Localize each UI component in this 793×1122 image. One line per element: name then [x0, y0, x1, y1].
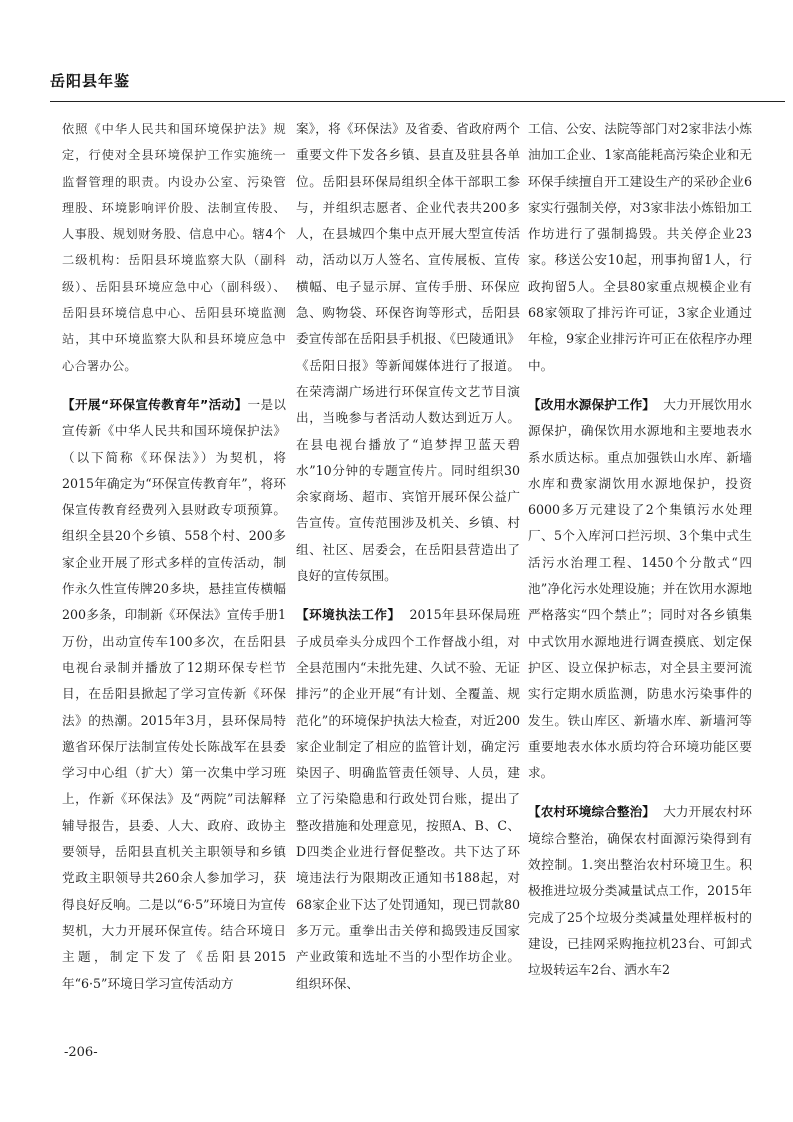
paragraph-enforcement-continued: 工信、公安、法院等部门对2家非法小炼油加工企业、1家高能耗高污染企业和无环保手续擅自开工建设生产的采砂企业6家实行强制关停，对3家非法小炼铅加工作坊进行了强制捣毁。共关停企业23家。移送公安10起，刑事拘留1人，行政拘留5人。全县80家重点规模企业有68家领取了排污许可证，3家企业通过年检，9家企业排污许可正在依程序办理中。	[528, 121, 752, 373]
paragraph-water-source-protection	[528, 392, 752, 786]
section-body-water-source-protection: 大力开展饮用水源保护，确保饮用水源地和主要地表水系水质达标。重点加强铁山水库、新墙水库和费家湖饮用水源地保护，投资6000多万元建设了2个集镇污水处理厂、5个入库河口拦污坝、3个集中式生活污水治理工程、1450个分散式“四池”净化污水处理设施；并在饮用水源地严格落实“四个禁止”；同时对各乡镇集中式饮用水源地进行调查摸底、划定保护区、设立保护标志，对全县主要河流实行定期水质监测，防患水污染事件的发生。铁山库区、新墙水库、新墙河等重要地表水体水质均符合环境功能区要求。	[528, 396, 753, 781]
bureau-intro-paragraph: 依照《中华人民共和国环境保护法》规定，行使对全县环境保护工作实施统一监督管理的职责。内设办公室、污染管理股、环境影响评价股、法制宣传股、人事股、规划财务股、信息中心。辖4个二级机构：岳阳县环境监察大队（副科级）、岳阳县环境应急中心（副科级）、岳阳县环境信息中心、岳阳县环境监测站，其中环境监察大队和县环境应急中心合署办公。	[62, 122, 286, 373]
page-number: -206-	[64, 1045, 98, 1060]
column-1	[62, 116, 286, 997]
section-body-env-education-year: 一是以宣传新《中华人民共和国环境保护法》（以下简称《环保法》）为契机，将2015年确定为“环保宣传教育年”，将环保宣传教育经费列入县财政专项预算。组织全县20个乡镇、558个村、200多家企业开展了形式多样的宣传活动，制作永久性宣传牌20多块，悬挂宣传横幅200多条，印制新《环保法》宣传手册1万份，出动宣传车100多次，在岳阳县电视台录制并播放了12期环保专栏节目，在岳阳县掀起了学习宣传新《环保法》的热潮。2015年3月，县环保局特邀省环保厅法制宣传处长陈战军在县委学习中心组（扩大）第一次集中学习班上，作新《环保法》及“两院”司法解释辅导报告，县委、人大、政府、政协主要领导，岳阳县直机关主职领导和乡镇党政主职领导共260余人参加学习，获得良好反响。二是以“6·5”环境日为宣传契机，大力开展环保宣传。结合环境日主题，制定下发了《岳阳县2015年“6·5”环境日学习宣传活动方	[62, 396, 286, 991]
paragraph-env-enforcement	[296, 602, 520, 996]
column-3	[528, 116, 752, 984]
section-title-env-enforcement: 【环境执法工作】	[296, 607, 401, 623]
paragraph-env-education-year	[62, 392, 286, 997]
paragraph-campaign-continued: 案》，将《环保法》及省委、省政府两个重要文件下发各乡镇、县直及驻县各单位。岳阳县环保局组织全体干部职工参与，并组织志愿者、企业代表共200多人，在县城四个集中点开展大型宣传活动，活动以万人签名、宣传展板、宣传横幅、电子显示屏、宣传手册、环保应急、购物袋、环保咨询等形式，岳阳县委宣传部在岳阳县手机报、《巴陵通讯》《岳阳日报》等新闻媒体进行了报道。在荣湾湖广场进行环保宣传文艺节目演出，当晚参与者活动人数达到近万人。在县电视台播放了“追梦捍卫蓝天碧水”10分钟的专题宣传片。同时组织30余家商场、超市、宾馆开展环保公益广告宣传。宣传范围涉及机关、乡镇、村组、社区、居委会，在岳阳县营造出了良好的宣传氛围。	[296, 121, 520, 584]
section-title-rural-environment: 【农村环境综合整治】	[528, 804, 655, 820]
header-rule	[50, 101, 785, 102]
paragraph-rural-environment	[528, 799, 752, 983]
section-body-rural-environment: 大力开展农村环境综合整治，确保农村面源污染得到有效控制。1.突出整治农村环境卫生。积极推进垃圾分类减量试点工作，2015年完成了25个垃圾分类减量处理样板村的建设，已挂网采购拖拉机23台、可卸式垃圾转运车2台、洒水车2	[528, 804, 753, 978]
yearbook-title: 岳阳县年鉴	[50, 72, 131, 90]
column-2	[296, 116, 520, 997]
section-title-water-source-protection: 【改用水源保护工作】	[528, 396, 655, 412]
section-body-env-enforcement: 2015年县环保局班子成员牵头分成四个工作督战小组，对全县范围内“未批先建、久试不验、无证排污”的企业开展“有计划、全覆盖、规范化”的环境保护执法大检查，对近200家企业制定了相应的监管计划，确定污染因子、明确监管责任领导、人员，建立了污染隐患和行政处罚台账，提出了整改措施和处理意见，按照A、B、C、D四类企业进行督促整改。共下达了环境违法行为限期改正通知书188起，对68家企业下达了处罚通知，现已罚款80多万元。重拳出击关停和捣毁违反国家产业政策和选址不当的小型作坊企业。组织环保、	[296, 607, 520, 991]
section-title-env-education-year: 【开展“环保宣传教育年”活动】	[62, 396, 248, 412]
